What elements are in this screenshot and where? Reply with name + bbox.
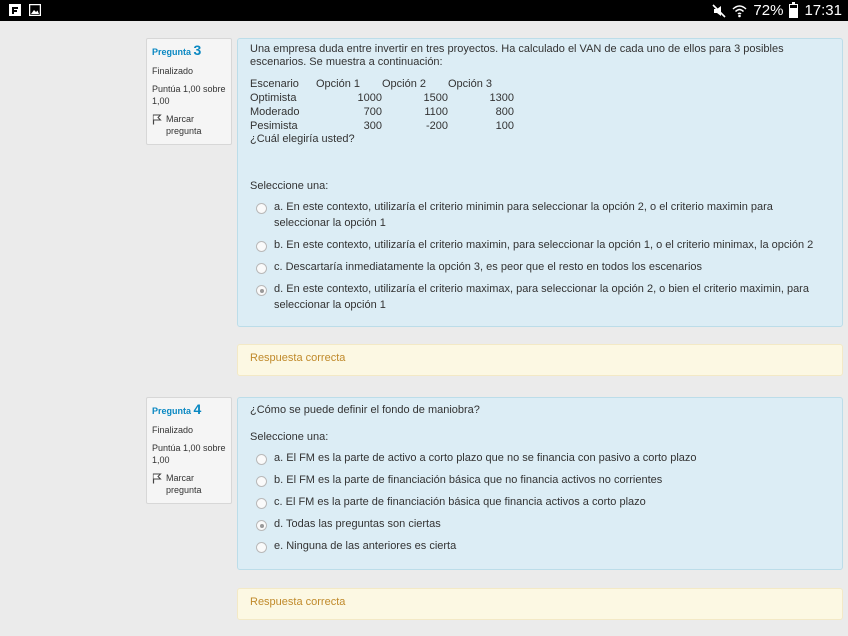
table-cell: 100 [495,120,514,132]
table-cell: 1000 [357,92,382,104]
answer-options [250,450,830,554]
status-bar [0,0,848,21]
table-header-cell: Opción 2 [382,78,427,90]
answer-option-b[interactable] [250,472,830,488]
answer-label: b. El FM es la parte de financiación básica que no financia activos no corrientes [274,474,663,486]
select-one-label: Seleccione una: [250,431,329,443]
flag-icon [152,114,162,125]
question-grade: Puntúa 1,00 sobre 1,00 [152,84,226,106]
question-info-3 [146,38,232,145]
battery-percent: 72% [753,2,784,19]
question-content-4 [237,397,843,570]
table-header-cell: Opción 3 [448,78,493,90]
feedback-text: Respuesta correcta [250,596,346,608]
question-label: Pregunta [152,47,192,57]
table-cell: Pesimista [250,120,298,132]
table-row [250,119,830,133]
radio-button[interactable] [256,241,267,252]
flag-label: Marcar pregunta [166,473,202,495]
question-text: Una empresa duda entre invertir en tres proyectos. Ha calculado el VAN de cada uno de ellos para 3 posibles escenarios. Se muestra a continuación: [250,43,784,68]
wifi-icon [732,4,747,18]
answer-option-a[interactable] [250,450,830,466]
answer-label: b. En este contexto, utilizaría el criterio maximin, para seleccionar la opción 1, o el criterio minimax, la opción 2 [274,239,814,251]
table-cell: 1100 [424,106,448,118]
question-info-4 [146,397,232,504]
question-state: Finalizado [152,66,194,76]
table-row [250,91,830,105]
answer-label: c. El FM es la parte de financiación básica que financia activos a corto plazo [274,496,646,508]
select-one-label: Seleccione una: [250,180,329,192]
answer-option-d[interactable] [250,516,830,532]
question-content-3 [237,38,843,327]
question-state: Finalizado [152,425,194,435]
radio-button[interactable] [256,542,267,553]
question-prompt-text: ¿Cuál elegiría usted? [250,133,355,145]
answer-option-d[interactable] [250,281,830,313]
radio-button-selected[interactable] [256,285,267,296]
table-cell: 1500 [423,92,448,104]
question-number: 4 [193,401,202,417]
answer-label: a. En este contexto, utilizaría el criterio minimin para seleccionar la opción 2, o el criterio maximin para seleccionar la opción 1 [274,201,773,229]
radio-button[interactable] [256,263,267,274]
answer-label: e. Ninguna de las anteriores es cierta [274,540,457,552]
table-cell: 700 [363,106,382,118]
feedback-text: Respuesta correcta [250,352,346,364]
table-header-cell: Escenario [250,78,299,90]
table-cell: Optimista [250,92,297,104]
answer-label: d. Todas las preguntas son ciertas [274,518,441,530]
radio-button[interactable] [256,454,267,465]
radio-button[interactable] [256,476,267,487]
table-header [250,77,830,91]
answer-label: c. Descartaría inmediatamente la opción 3, es peor que el resto en todos los escenarios [274,261,703,273]
flipboard-icon [9,4,21,16]
answer-option-e[interactable] [250,538,830,554]
table-cell: -200 [425,120,448,132]
clock: 17:31 [804,2,842,19]
battery-fill [790,8,797,17]
table-header-cell: Opción 1 [316,78,361,90]
flag-question-button[interactable] [152,113,226,137]
flag-label: Marcar pregunta [166,114,202,136]
radio-button[interactable] [256,203,267,214]
question-prompt-text: ¿Cómo se puede definir el fondo de maniobra? [250,404,480,416]
radio-button[interactable] [256,498,267,509]
question-grade: Puntúa 1,00 sobre 1,00 [152,443,226,465]
table-cell: 1300 [489,92,514,104]
radio-button-selected[interactable] [256,520,267,531]
answer-option-c[interactable] [250,494,830,510]
feedback-box [237,588,843,620]
flag-question-button[interactable] [152,472,226,496]
question-number: 3 [193,42,202,58]
answer-label: d. En este contexto, utilizaría el criterio maximax, para seleccionar la opción 2, o bien el criterio maximin, para seleccionar la opción 1 [274,283,809,311]
answer-options [250,199,830,313]
table-cell: 800 [495,106,514,118]
table-cell: 300 [363,120,382,132]
table-cell: Moderado [250,106,300,118]
table-row [250,105,830,119]
answer-label: a. El FM es la parte de activo a corto plazo que no se financia con pasivo a corto plazo [274,452,697,464]
answer-option-b[interactable] [250,237,830,253]
question-label: Pregunta [152,406,192,416]
scenario-table [250,77,830,133]
feedback-box [237,344,843,376]
mute-icon [712,4,726,18]
answer-option-c[interactable] [250,259,830,275]
flag-icon [152,473,162,484]
answer-option-a[interactable] [250,199,830,231]
gallery-icon [29,4,41,16]
battery-icon [789,4,798,18]
